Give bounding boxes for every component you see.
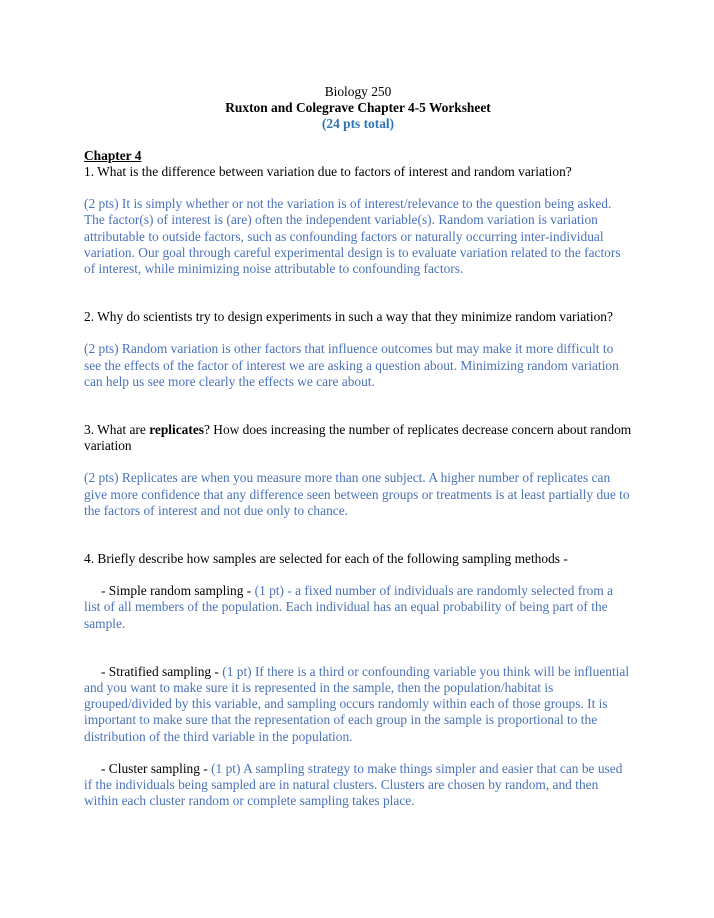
- course-name: Biology 250: [324, 84, 392, 99]
- answer-3: (2 pts) Replicates are when you measure more than one subject. A higher number of replicates can give more confidence that any difference seen between groups or treatments is at least partially due to the factors of interest and not due only to chance.: [84, 470, 630, 518]
- method-label-stratified: - Stratified sampling -: [101, 663, 223, 679]
- answer-2: (2 pts) Random variation is other factors that influence outcomes but may make it more difficult to see the effects of the factor of interest we are asking a question about. Minimizing random variation can help us see more clearly the effects we care about.: [84, 341, 619, 389]
- question-3-suffix: ? How does increasing the number of replicates decrease concern about random variation: [84, 422, 632, 454]
- method-answer-simple-random: (1 pt) - a fixed number of individuals are randomly selected from a list of all members of the population. Each individual has an equal probability of being part of the sample.: [84, 583, 614, 631]
- chapter-heading: Chapter 4: [84, 148, 142, 163]
- method-answer-stratified: (1 pt) If there is a third or confounding variable you think will be influential and you want to make sure it is represented in the sample, then the population/habitat is grouped/divided by this variable, and sampling occurs randomly within each of those groups. It is important to make sure that the representation of each group in the sample is proportional to the distribution of the third variable in the population.: [84, 663, 630, 744]
- question-3: [84, 422, 632, 454]
- question-1: 1. What is the difference between variation due to factors of interest and random variation?: [84, 164, 572, 179]
- question-3-keyword: replicates: [149, 422, 204, 438]
- question-3-prefix: 3. What are: [84, 422, 150, 438]
- method-simple-random: [84, 583, 632, 632]
- method-label-cluster: - Cluster sampling -: [101, 760, 212, 776]
- method-label-simple-random: - Simple random sampling -: [101, 583, 255, 599]
- question-2: 2. Why do scientists try to design experiments in such a way that they minimize random variation?: [84, 309, 613, 325]
- answer-1: (2 pts) It is simply whether or not the variation is of interest/relevance to the question being asked. The factor(s) of interest is (are) often the independent variable(s). Random variation is variation attributable to outside factors, such as confounding factors or naturally occurring inter-individual variation. Our goal through careful experimental design is to evaluate variation related to the factors of interest, while minimizing noise attributable to confounding factors.: [84, 196, 621, 277]
- worksheet-page: [84, 84, 632, 809]
- total-points: (24 pts total): [321, 116, 395, 131]
- method-answer-cluster: (1 pt) A sampling strategy to make things simpler and easier that can be used if the individuals being sampled are in natural clusters. Clusters are chosen by random, and then within each cluster random or complete sampling takes place.: [84, 760, 623, 809]
- worksheet-title: Ruxton and Colegrave Chapter 4-5 Worksheet: [225, 100, 491, 115]
- method-stratified: [84, 664, 632, 745]
- question-4: 4. Briefly describe how samples are selected for each of the following sampling methods -: [84, 551, 568, 567]
- method-cluster: [84, 761, 632, 810]
